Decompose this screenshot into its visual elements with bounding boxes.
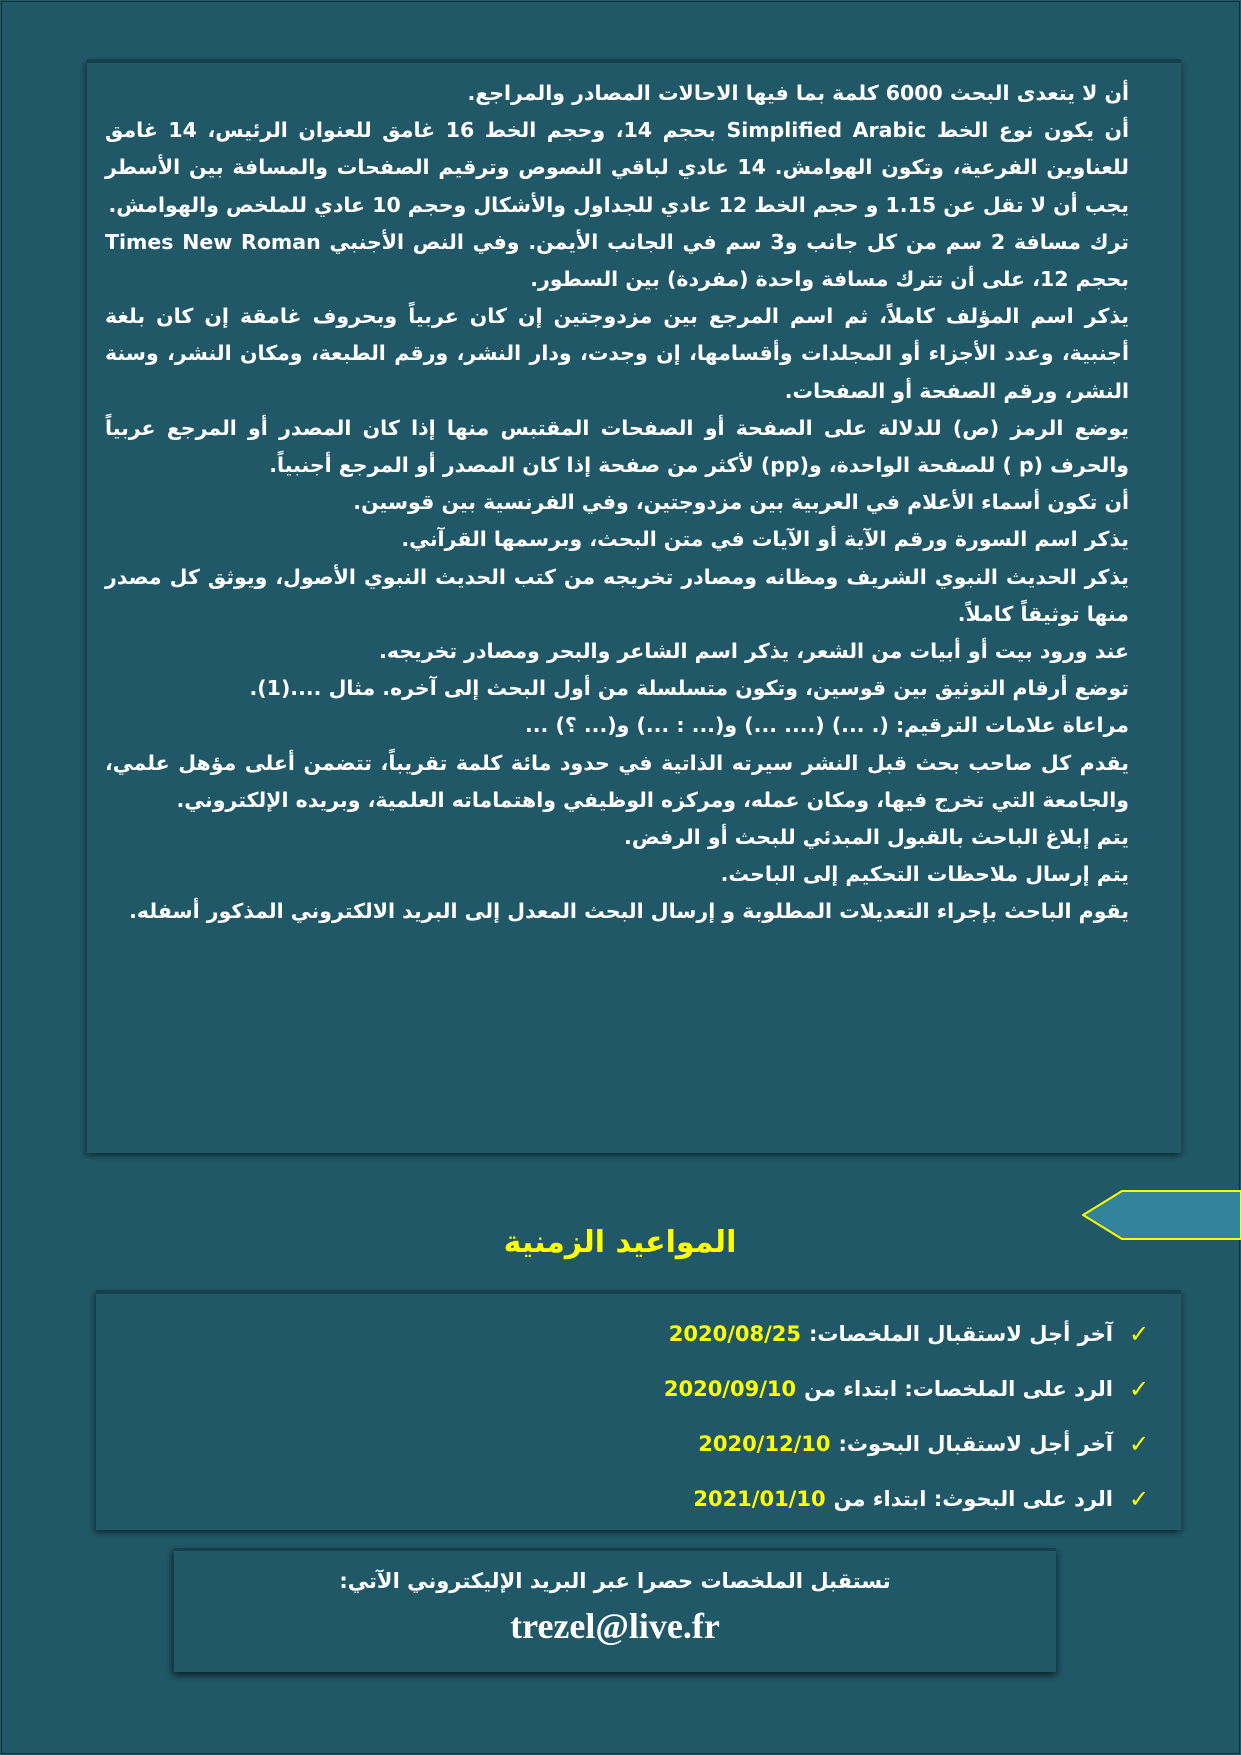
rule-item: مراعاة علامات الترقيم: (. ...) (.... ...) و(... : ...) و(... ؟) ... [524,713,1129,738]
deadline-item [96,1361,1151,1416]
email-note: تستقبل الملخصات حصرا عبر البريد الإليكتروني الآتي: [339,1569,891,1593]
rule-item: عند ورود بيت أو أبيات من الشعر، يذكر اسم الشاعر والبحر ومصادر تخريجه. [379,639,1129,664]
checkmark-icon: ✓ [1128,1484,1150,1513]
deadline-item [96,1306,1151,1361]
deadlines-list [96,1306,1151,1526]
rule-item: يذكر اسم المؤلف كاملاً، ثم اسم المرجع بين مزدوجتين إن كان عربياً وبحروف غامقة إن كان بلغة أجنبية، وعدد الأجزاء أو المجلدات وأقسامها، إن وجدت، ودار النشر، ورقم الطبعة، ومكان النشر، وسنة النشر، ورقم الصفحة أو الصفحات. [105,304,1129,403]
email-address-link[interactable]: trezel@live.fr [510,1606,720,1646]
rule-item: أن لا يتعدى البحث 6000 كلمة بما فيها الاحالات المصادر والمراجع. [467,81,1129,105]
rule-item: يقدم كل صاحب بحث قبل النشر سيرته الذاتية في حدود مائة كلمة تقريباً، تتضمن أعلى مؤهل علمي، والجامعة التي تخرج فيها، ومكان عمله، ومركزه الوظيفي واهتماماته العلمية، وبريده الإلكتروني. [105,750,1129,812]
rules-list [105,75,1129,931]
rule-item: يوضع الرمز (ص) للدلالة على الصفحة أو الصفحات المقتبس منها إذا كان المصدر أو المرجع عربياً والحرف (p ) للصفحة الواحدة، و(pp) لأكثر من صفحة إذا كان المصدر أو المرجع أجنبياً. [105,415,1129,478]
deadline-date: 2020/08/25 [668,1321,801,1346]
rule-item: ترك مسافة 2 سم من كل جانب و3 سم في الجانب الأيمن. وفي النص الأجنبي Times New Roman بحجم 12، على أن تترك مسافة واحدة (مفردة) بين السطور. [105,229,1129,292]
submission-rules-panel [87,59,1181,1153]
rule-item: يذكر الحديث النبوي الشريف ومظانه ومصادر تخريجه من كتب الحديث النبوي الأصول، ويوثق كل مصدر منها توثيقاً كاملاً. [105,564,1129,626]
deadline-date: 2020/12/10 [698,1431,831,1456]
deadline-label: الرد على البحوث: ابتداء من [833,1486,1113,1511]
deadline-label: الرد على الملخصات: ابتداء من [804,1376,1113,1401]
deadline-item [96,1416,1151,1471]
rule-item: يذكر اسم السورة ورقم الآية أو الآيات في متن البحث، وبرسمها القرآني. [401,527,1129,552]
section-tab-arrow [1082,1190,1241,1240]
section-title: المواعيد الزمنية [503,1224,737,1260]
checkmark-icon: ✓ [1128,1374,1150,1403]
rule-item: توضع أرقام التوثيق بين قوسين، وتكون متسلسلة من أول البحث إلى آخره. مثال ....(1). [249,676,1129,701]
rule-item: أن يكون نوع الخط Simplified Arabic بحجم 14، وحجم الخط 16 غامق للعنوان الرئيس، 14 غامق للعناوين الفرعية، وتكون الهوامش. 14 عادي لباقي النصوص وترقيم الصفحات والمسافة بين الأسطر يجب أن لا تقل عن 1.15 و حجم الخط 12 عادي للجداول والأشكال وحجم 10 عادي للملخص والهوامش. [105,118,1130,217]
deadline-date: 2021/01/10 [693,1486,826,1511]
deadline-date: 2020/09/10 [663,1376,797,1401]
rule-item: أن تكون أسماء الأعلام في العربية بين مزدوجتين، وفي الفرنسية بين قوسين. [353,490,1129,515]
deadline-label: آخر أجل لاستقبال الملخصات: [808,1321,1113,1346]
rule-item: يتم إبلاغ الباحث بالقبول المبدئي للبحث أو الرفض. [624,825,1129,850]
rule-item: يتم إرسال ملاحظات التحكيم إلى الباحث. [720,862,1129,887]
deadlines-panel [96,1290,1181,1530]
deadline-item [96,1471,1151,1526]
rule-item: يقوم الباحث بإجراء التعديلات المطلوبة و إرسال البحث المعدل إلى البريد الالكتروني المذكور أسفله. [129,899,1129,924]
deadline-label: آخر أجل لاستقبال البحوث: [838,1431,1113,1456]
email-panel [174,1548,1056,1672]
checkmark-icon: ✓ [1128,1319,1150,1348]
checkmark-icon: ✓ [1128,1429,1150,1458]
